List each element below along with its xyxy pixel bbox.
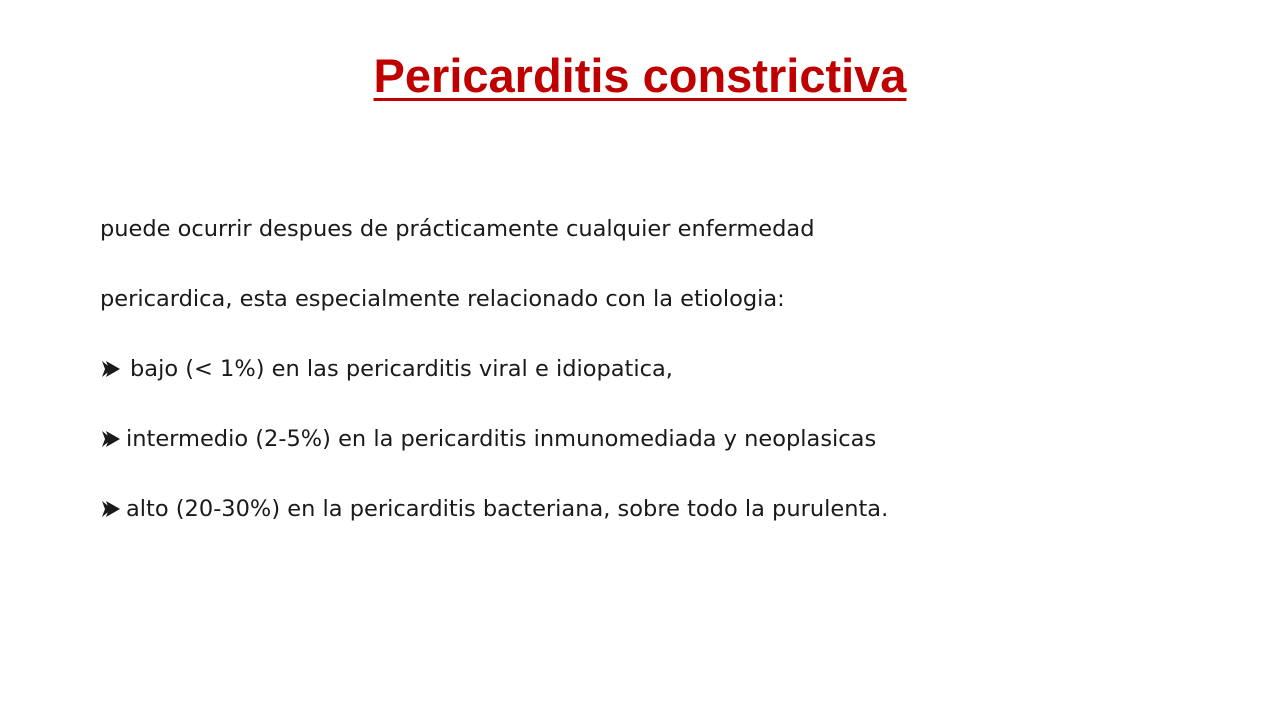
bullet-item <box>100 492 1220 526</box>
slide-body <box>100 212 1220 526</box>
bullet-list <box>100 352 1220 526</box>
bullet-text: alto (20-30%) en la pericarditis bacteriana, sobre todo la purulenta. <box>126 496 889 522</box>
slide-title: Pericarditis constrictiva <box>373 49 907 102</box>
intro-line: pericardica, esta especialmente relacionado con la etiologia: <box>100 286 785 312</box>
intro-paragraph <box>100 212 1220 316</box>
arrow-bullet-icon <box>100 358 122 380</box>
bullet-text: intermedio (2-5%) en la pericarditis inmunomediada y neoplasicas <box>126 426 877 452</box>
bullet-text: bajo (< 1%) en las pericarditis viral e idiopatica, <box>130 356 673 382</box>
intro-line: puede ocurrir despues de prácticamente cualquier enfermedad <box>100 216 815 242</box>
bullet-item <box>100 422 1220 456</box>
arrow-bullet-icon <box>100 498 122 520</box>
arrow-bullet-icon <box>100 428 122 450</box>
bullet-item <box>100 352 1220 386</box>
